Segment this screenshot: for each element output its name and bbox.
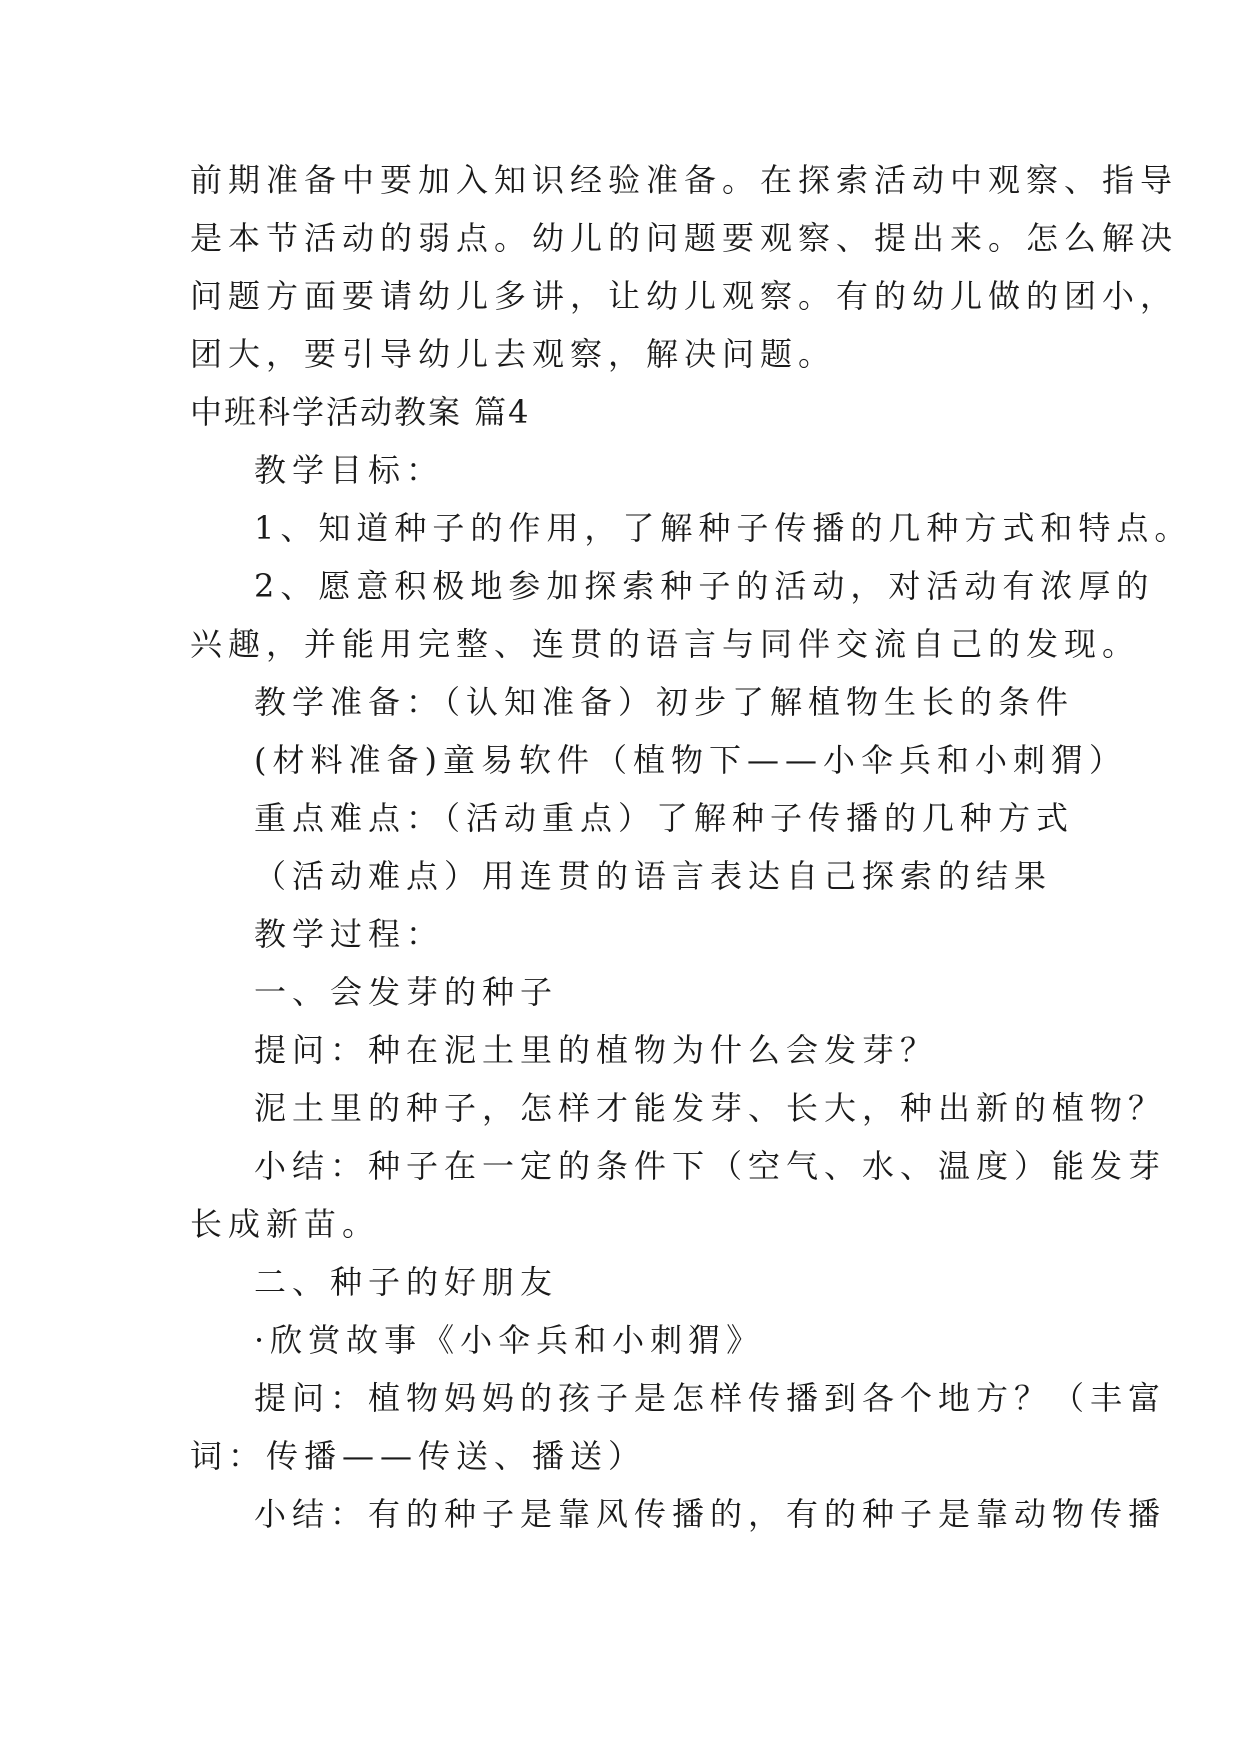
text-line: 重点难点：（活动重点）了解种子传播的几种方式 [254, 799, 1075, 837]
text-line: 2、愿意积极地参加探索种子的活动，对活动有浓厚的 [254, 567, 1155, 605]
text-line: 教学过程： [254, 915, 445, 953]
text-line: 1、知道种子的作用，了解种子传播的几种方式和特点。 [254, 509, 1193, 547]
text-line: 问题方面要请幼儿多讲，让幼儿观察。有的幼儿做的团小， [190, 277, 1179, 315]
text-line: 教学目标： [254, 451, 445, 489]
text-line: 小结：有的种子是靠风传播的，有的种子是靠动物传播 [254, 1495, 1167, 1533]
section-heading: 中班科学活动教案 篇4 [190, 393, 531, 431]
text-line: （活动难点）用连贯的语言表达自己探索的结果 [254, 857, 1053, 895]
text-line: 词：传播——传送、播送） [190, 1437, 647, 1475]
text-line: 提问：植物妈妈的孩子是怎样传播到各个地方？（丰富 [254, 1379, 1167, 1417]
text-line: 教学准备：（认知准备）初步了解植物生长的条件 [254, 683, 1075, 721]
text-line: ·欣赏故事《小伞兵和小刺猬》 [254, 1321, 765, 1359]
text-line: 团大，要引导幼儿去观察，解决问题。 [190, 335, 837, 373]
text-line: 长成新苗。 [190, 1205, 381, 1243]
text-line: 泥土里的种子，怎样才能发芽、长大，种出新的植物？ [254, 1089, 1167, 1127]
text-line: 前期准备中要加入知识经验准备。在探索活动中观察、指导 [190, 161, 1179, 199]
text-line: 兴趣，并能用完整、连贯的语言与同伴交流自己的发现。 [190, 625, 1141, 663]
text-line: 小结：种子在一定的条件下（空气、水、温度）能发芽 [254, 1147, 1167, 1185]
text-line: 二、种子的好朋友 [254, 1263, 559, 1301]
text-line: 是本节活动的弱点。幼儿的问题要观察、提出来。怎么解决 [190, 219, 1179, 257]
text-line: 提问：种在泥土里的植物为什么会发芽？ [254, 1031, 939, 1069]
text-line: 一、会发芽的种子 [254, 973, 559, 1011]
text-line: (材料准备)童易软件（植物下——小伞兵和小刺猬） [254, 741, 1127, 779]
